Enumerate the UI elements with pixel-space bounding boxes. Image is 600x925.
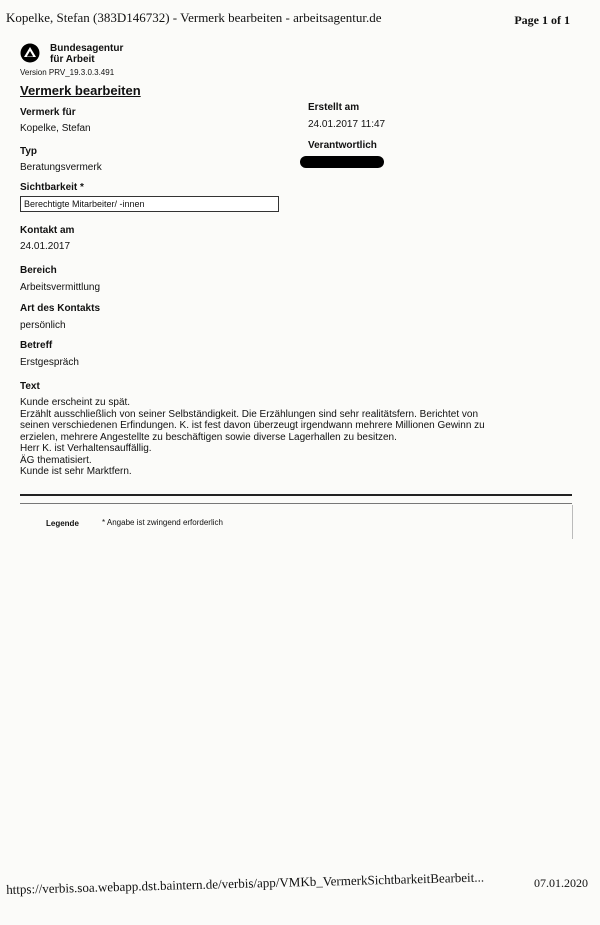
note-line: Kunde ist sehr Marktfern. bbox=[20, 466, 132, 477]
sichtbarkeit-select[interactable]: Berechtigte Mitarbeiter/ -innen bbox=[20, 196, 279, 212]
note-line: erzielen, mehrere Angestellte zu beschäftigen sowie diverse Lagerhallen zu besitzen. bbox=[20, 431, 397, 443]
betreff-value: Erstgespräch bbox=[20, 357, 79, 368]
brand-line-1: Bundesagentur bbox=[50, 43, 124, 54]
legend-label: Legende bbox=[46, 519, 79, 528]
text-label: Text bbox=[20, 381, 40, 392]
sichtbarkeit-label: Sichtbarkeit * bbox=[20, 182, 84, 193]
bereich-label: Bereich bbox=[20, 265, 57, 276]
typ-label: Typ bbox=[20, 146, 38, 157]
art-des-kontakts-value: persönlich bbox=[20, 320, 66, 331]
window-title: Kopelke, Stefan (383D146732) - Vermerk bearbeiten - arbeitsagentur.de bbox=[6, 10, 382, 25]
ba-logo-icon bbox=[20, 43, 40, 63]
vermerk-fuer-label: Vermerk für bbox=[20, 107, 76, 118]
redaction-bar bbox=[300, 156, 384, 168]
note-text bbox=[20, 397, 580, 478]
legend-text: * Angabe ist zwingend erforderlich bbox=[102, 518, 223, 527]
verantwortlich-label: Verantwortlich bbox=[308, 140, 377, 151]
kontakt-am-value: 24.01.2017 bbox=[20, 241, 71, 252]
note-line: Erzählt ausschließlich von seiner Selbständigkeit. Die Erzählungen sind sehr realitätsfern. Berichtet von bbox=[20, 408, 479, 420]
bereich-value: Arbeitsvermittlung bbox=[20, 282, 101, 293]
section-divider-thin bbox=[20, 503, 572, 504]
erstellt-am-label: Erstellt am bbox=[308, 102, 360, 113]
erstellt-am-value: 24.01.2017 11:47 bbox=[308, 119, 386, 130]
note-line: seinen verschiedenen Erfindungen. K. ist fest davon überzeugt irgendwann mehrere Millionen Gewinn zu bbox=[20, 420, 485, 431]
note-line: Herr K. ist Verhaltensauffällig. bbox=[20, 443, 152, 454]
typ-value: Beratungsvermerk bbox=[20, 162, 102, 173]
brand-name bbox=[50, 43, 123, 65]
vermerk-fuer-value: Kopelke, Stefan bbox=[20, 123, 91, 134]
note-line: Kunde erscheint zu spät. bbox=[20, 397, 131, 408]
kontakt-am-label: Kontakt am bbox=[20, 225, 75, 236]
footer-url: https://verbis.soa.webapp.dst.baintern.de/verbis/app/VMKb_VermerkSichtbarkeitBearbeit... bbox=[6, 869, 485, 897]
betreff-label: Betreff bbox=[20, 340, 53, 351]
version-label: Version PRV_19.3.0.3.491 bbox=[20, 68, 115, 77]
section-divider bbox=[20, 494, 572, 496]
art-des-kontakts-label: Art des Kontakts bbox=[20, 303, 101, 314]
page-title: Vermerk bearbeiten bbox=[20, 83, 141, 98]
brand-line-2: für Arbeit bbox=[50, 54, 95, 65]
note-line: ÄG thematisiert. bbox=[20, 454, 92, 466]
page-indicator: Page 1 of 1 bbox=[514, 13, 570, 27]
footer-date: 07.01.2020 bbox=[534, 876, 588, 890]
